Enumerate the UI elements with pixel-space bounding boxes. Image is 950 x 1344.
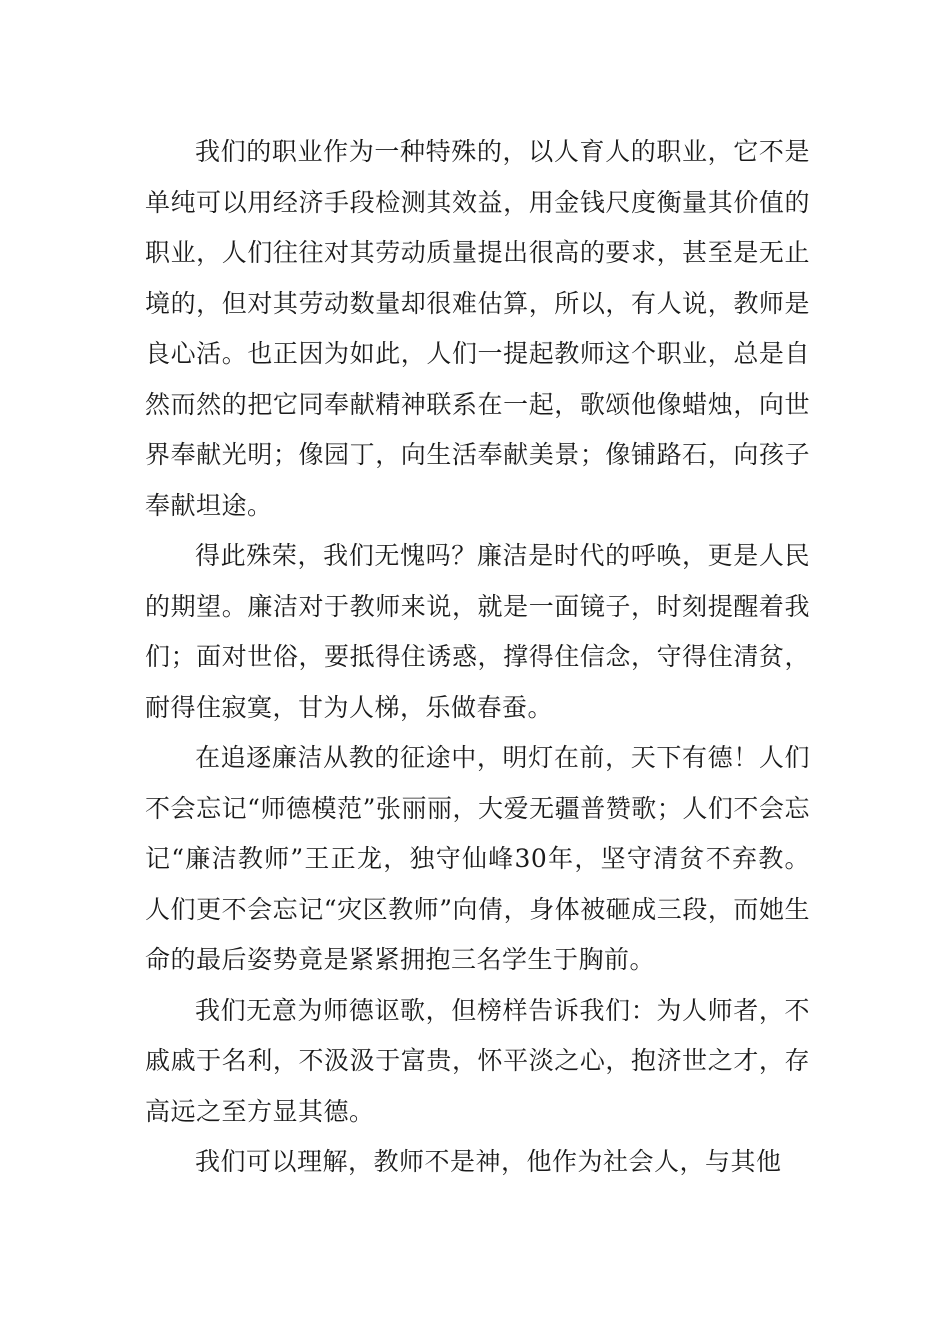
paragraph-2: 得此殊荣，我们无愧吗？廉洁是时代的呼唤，更是人民的期望。廉洁对于教师来说，就是一面镜子，时刻提醒着我们；面对世俗，要抵得住诱惑，撑得住信念，守得住清贫，耐得住寂寞，甘为人梯，乐做春蚕。: [145, 541, 810, 722]
paragraph-5: 我们可以理解，教师不是神，他作为社会人，与其他: [195, 1147, 782, 1176]
document-body: [145, 127, 810, 1188]
paragraph-4: 我们无意为师德讴歌，但榜样告诉我们：为人师者，不戚戚于名利，不汲汲于富贵，怀平淡之心，抱济世之才，存高远之至方显其德。: [145, 995, 810, 1126]
paragraph-3: 在追逐廉洁从教的征途中，明灯在前，天下有德！人们不会忘记“师德模范”张丽丽，大爱无疆普赞歌；人们不会忘记“廉洁教师”王正龙，独守仙峰30年，坚守清贫不弃教。人们更不会忘记“灾区教师”向倩，身体被砸成三段，而她生命的最后姿势竟是紧紧拥抱三名学生于胸前。: [145, 743, 810, 974]
paragraph-1: 我们的职业作为一种特殊的，以人育人的职业，它不是单纯可以用经济手段检测其效益，用金钱尺度衡量其价值的职业，人们往往对其劳动质量提出很高的要求，甚至是无止境的，但对其劳动数量却很难估算，所以，有人说，教师是良心活。也正因为如此，人们一提起教师这个职业，总是自然而然的把它同奉献精神联系在一起，歌颂他像蜡烛，向世界奉献光明；像园丁，向生活奉献美景；像铺路石，向孩子奉献坦途。: [145, 137, 810, 520]
